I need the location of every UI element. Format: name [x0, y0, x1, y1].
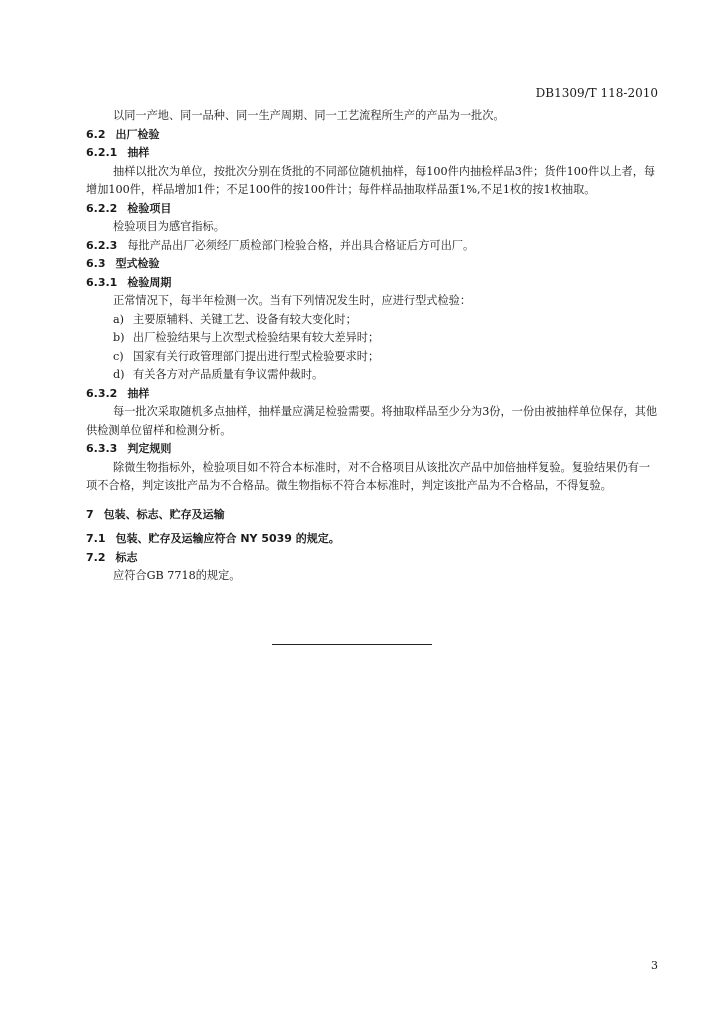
section-number: 6.2.1 — [86, 146, 118, 159]
document-code: DB1309/T 118-2010 — [535, 86, 658, 100]
list-item-text: 国家有关行政管理部门提出进行型式检验要求时； — [133, 349, 380, 363]
section-title: 出厂检验 — [115, 127, 160, 141]
section-title: 检验周期 — [127, 275, 172, 289]
section-number: 7 — [86, 507, 94, 521]
section-title: 抽样 — [127, 146, 150, 159]
list-item-marker: c) — [113, 349, 124, 363]
paragraph-6-3-2: 每一批次采取随机多点抽样，抽样量应满足检验需要。将抽取样品至少分为3份，一份由被抽样单位保存，其他供检测单位留样和检测分析。 — [86, 405, 658, 437]
heading-6-3-1 — [86, 274, 658, 293]
list-item — [86, 366, 658, 385]
paragraph-6-2-1: 抽样以批次为单位，按批次分别在货批的不同部位随机抽样，每100件内抽检样品3件；货件100件以上者，每增加100件，样品增加1件；不足100件的按100件计；每件样品抽取样品蛋1%,不足1枚的按1枚抽取。 — [86, 164, 656, 196]
heading-6-2-2 — [86, 200, 658, 219]
section-title: 包装、标志、贮存及运输 — [103, 507, 225, 521]
condition-list — [86, 311, 658, 385]
list-item — [86, 311, 658, 330]
heading-6-2 — [86, 126, 658, 145]
section-number: 6.2 — [86, 127, 106, 141]
list-item — [86, 348, 658, 367]
section-title: 抽样 — [127, 386, 150, 400]
list-item-marker: d) — [113, 368, 125, 381]
paragraph-6-3-1: 正常情况下，每半年检测一次。当有下列情况发生时，应进行型式检验： — [113, 294, 472, 307]
section-title: 标志 — [115, 550, 138, 564]
list-item-text: 主要原辅料、关键工艺、设备有较大变化时； — [133, 312, 357, 326]
section-number: 7.1 — [86, 532, 106, 545]
section-number: 6.3.1 — [86, 275, 118, 289]
clause-7-1 — [86, 530, 658, 549]
clause-text: 每批产品出厂必须经厂质检部门检验合格，并出具合格证后方可出厂。 — [127, 238, 475, 252]
paragraph-7-2: 应符合GB 7718的规定。 — [113, 569, 241, 582]
section-number: 6.2.2 — [86, 201, 118, 215]
end-of-text-rule — [272, 644, 432, 645]
batch-definition: 以同一产地、同一品种、同一生产周期、同一工艺流程所生产的产品为一批次。 — [113, 109, 505, 122]
paragraph-6-2-2: 检验项目为感官指标。 — [113, 220, 225, 233]
section-title: 型式检验 — [115, 257, 160, 270]
heading-7 — [86, 506, 658, 525]
list-item — [86, 329, 658, 348]
heading-7-2 — [86, 549, 658, 568]
clause-text: 包装、贮存及运输应符合 NY 5039 的规定。 — [115, 532, 340, 545]
list-item-text: 有关各方对产品质量有争议需仲裁时。 — [133, 368, 324, 381]
heading-6-3 — [86, 255, 658, 274]
heading-6-3-2 — [86, 385, 658, 404]
list-item-marker: a) — [113, 312, 125, 326]
section-number: 6.2.3 — [86, 238, 118, 252]
section-number: 6.3.2 — [86, 386, 118, 400]
heading-6-3-3 — [86, 440, 658, 459]
heading-6-2-1 — [86, 144, 658, 163]
section-number: 6.3.3 — [86, 442, 118, 455]
section-title: 判定规则 — [127, 442, 172, 455]
list-item-marker: b) — [113, 331, 125, 344]
section-title: 检验项目 — [127, 201, 172, 215]
page-number: 3 — [651, 959, 658, 972]
list-item-text: 出厂检验结果与上次型式检验结果有较大差异时； — [133, 331, 380, 344]
section-number: 7.2 — [86, 550, 106, 564]
document-body — [86, 107, 658, 586]
paragraph-6-3-3: 除微生物指标外，检验项目如不符合本标准时，对不合格项目从该批次产品中加倍抽样复验。复验结果仍有一项不合格，判定该批产品为不合格品。微生物指标不符合本标准时，判定该批产品为不合格品，不得复验。 — [86, 460, 651, 492]
section-number: 6.3 — [86, 257, 106, 270]
clause-6-2-3 — [86, 237, 658, 256]
